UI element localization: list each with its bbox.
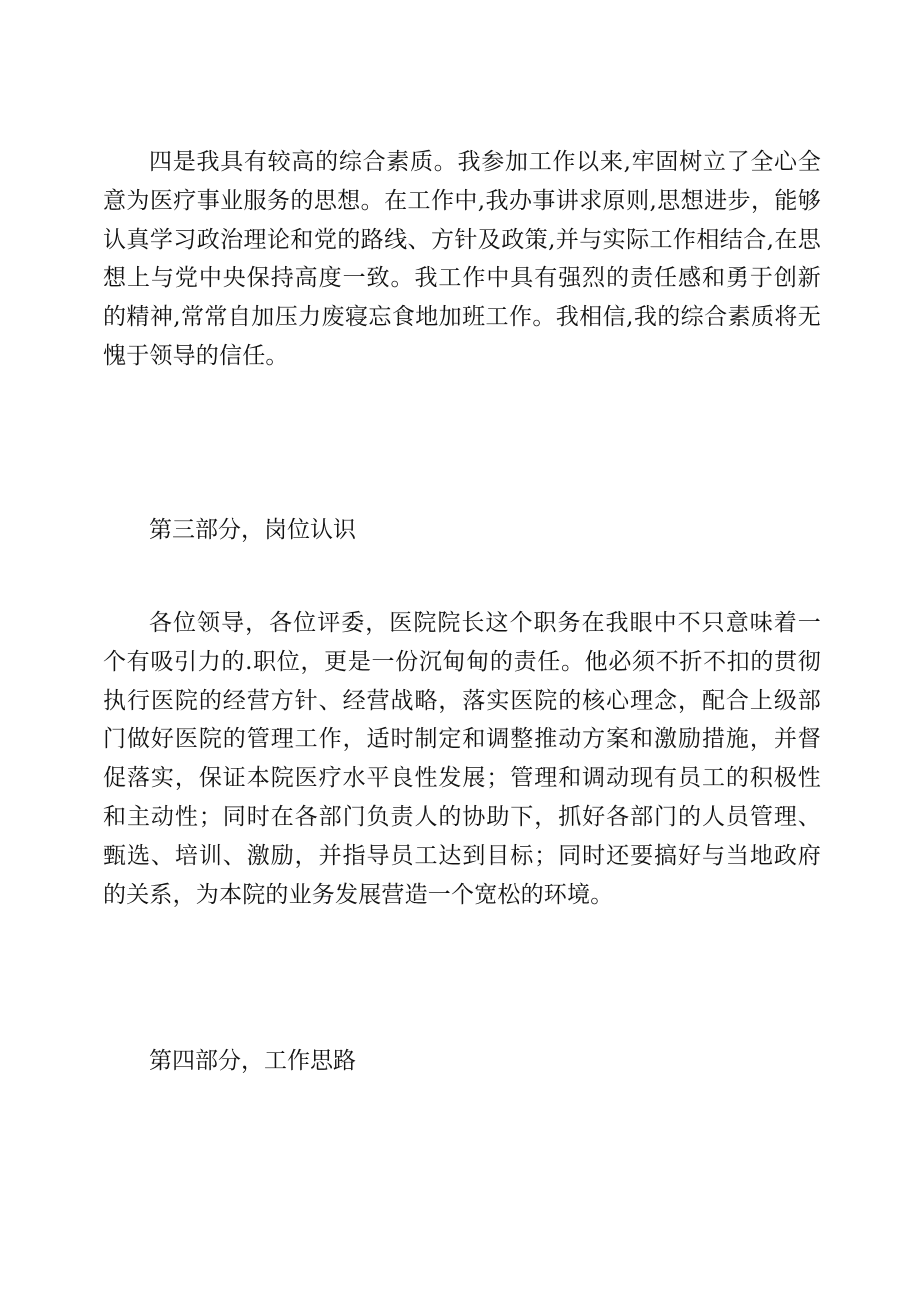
- section-heading-part-three: 第三部分，岗位认识: [149, 517, 356, 543]
- section-heading-part-four: 第四部分，工作思路: [149, 1048, 356, 1074]
- paragraph-position-understanding: 各位领导，各位评委，医院院长这个职务在我眼中不只意味着一个有吸引力的.职位，更是一份沉甸甸的责任。他必须不折不扣的贯彻执行医院的经营方针、经营战略，落实医院的核心理念，配合上级部门做好医院的管理工作，适时制定和调整推动方案和激励措施，并督促落实，保证本院医疗水平良性发展；管理和调动现有员工的积极性和主动性；同时在各部门负责人的协助下，抓好各部门的人员管理、甄选、培训、激励，并指导员工达到目标；同时还要搞好与当地政府的关系，为本院的业务发展营造一个宽松的环境。: [103, 610, 821, 908]
- paragraph-comprehensive-quality: 四是我具有较高的综合素质。我参加工作以来,牢固树立了全心全意为医疗事业服务的思想。在工作中,我办事讲求原则,思想进步，能够认真学习政治理论和党的路线、方针及政策,并与实际工作相结合,在思想上与党中央保持高度一致。我工作中具有强烈的责任感和勇于创新的精神,常常自加压力废寝忘食地加班工作。我相信,我的综合素质将无愧于领导的信任。: [103, 149, 821, 369]
